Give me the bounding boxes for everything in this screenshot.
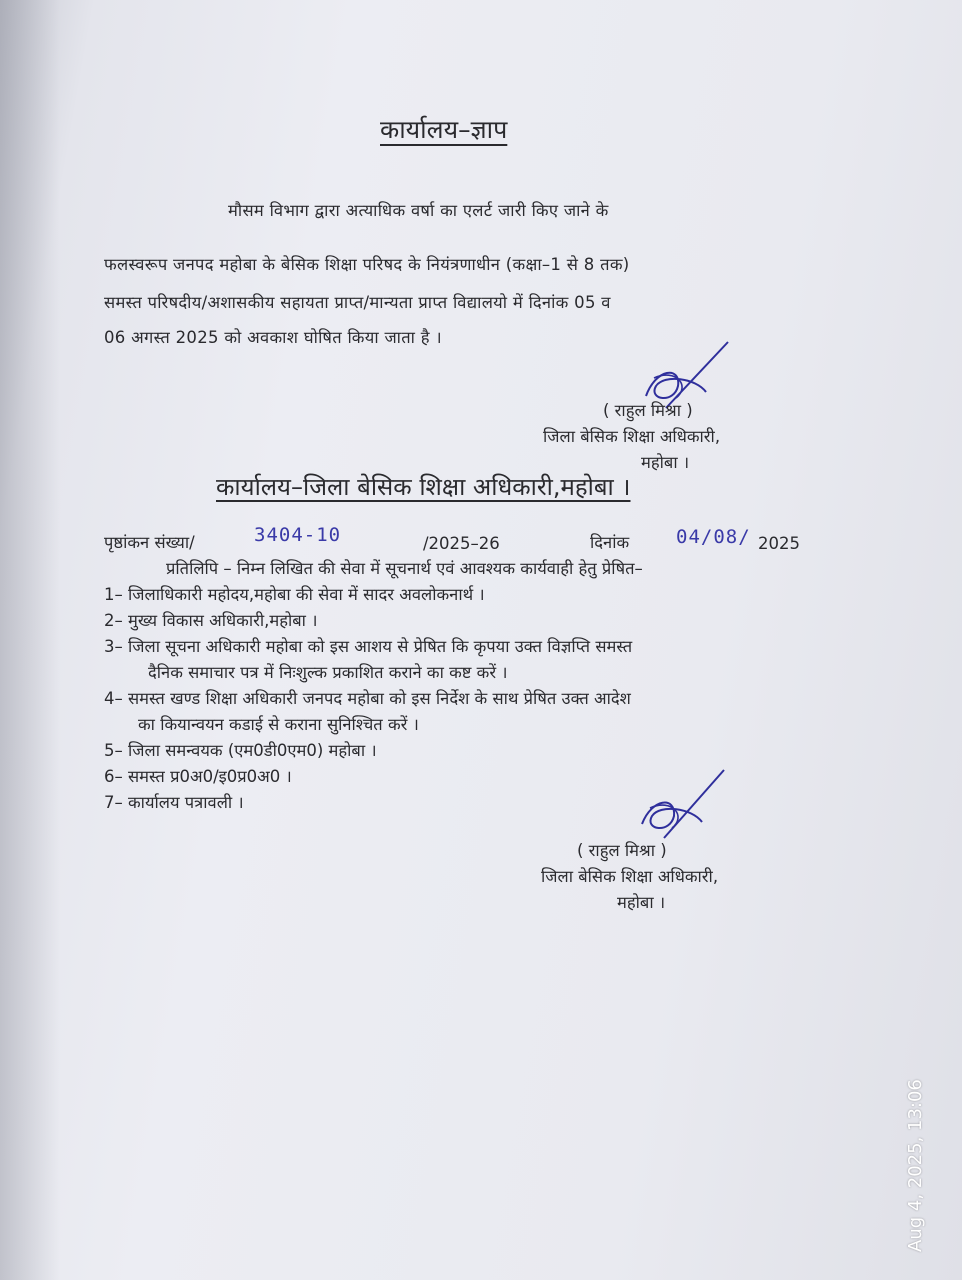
date-year: 2025 [758, 534, 800, 553]
page-shadow [0, 0, 60, 1280]
signature-2 [630, 766, 730, 846]
reference-number-handwritten: 3404-10 [254, 524, 342, 546]
signature-2-place: महोबा । [617, 893, 666, 912]
photo-timestamp: Aug 4, 2025, 13:06 [905, 1079, 926, 1252]
recipient-item: 4– समस्त खण्ड शिक्षा अधिकारी जनपद महोबा को इस निर्देश के साथ प्रेषित उक्त आदेश [104, 689, 631, 708]
memo-title: कार्यालय–ज्ञाप [380, 115, 508, 144]
date-handwritten: 04/08/ [676, 526, 751, 548]
memo-paragraph-line: 06 अगस्त 2025 को अवकाश घोषित किया जाता है । [104, 328, 442, 347]
copy-intro: प्रतिलिपि – निम्न लिखित की सेवा में सूचनार्थ एवं आवश्यक कार्यवाही हेतु प्रेषित– [166, 559, 643, 578]
recipient-item-continued: दैनिक समाचार पत्र में निःशुल्क प्रकाशित कराने का कष्ट करें । [148, 663, 508, 682]
reference-year: /2025–26 [423, 534, 500, 553]
recipient-item: 1– जिलाधिकारी महोदय,महोबा की सेवा में सादर अवलोकनार्थ । [104, 585, 485, 604]
signature-1-place: महोबा । [641, 453, 690, 472]
date-label: दिनांक [590, 533, 630, 552]
recipient-item: 5– जिला समन्वयक (एम0डी0एम0) महोबा । [104, 741, 377, 760]
recipient-item: 3– जिला सूचना अधिकारी महोबा को इस आशय से प्रेषित कि कृपया उक्त विज्ञप्ति समस्त [104, 637, 633, 656]
recipient-item: 2– मुख्य विकास अधिकारी,महोबा । [104, 611, 318, 630]
recipient-item: 6– समस्त प्र0अ0/इ0प्र0अ0 । [104, 767, 292, 786]
signature-1-designation: जिला बेसिक शिक्षा अधिकारी, [543, 427, 721, 446]
reference-label: पृष्ठांकन संख्या/ [104, 533, 195, 552]
signature-2-designation: जिला बेसिक शिक्षा अधिकारी, [541, 867, 719, 886]
recipient-item: 7– कार्यालय पत्रावली । [104, 793, 244, 812]
memo-paragraph-line: मौसम विभाग द्वारा अत्याधिक वर्षा का एलर्ट जारी किए जाने के [228, 201, 609, 220]
memo-paragraph-line: समस्त परिषदीय/अशासकीय सहायता प्राप्त/मान्यता प्राप्त विद्यालयो में दिनांक 05 व [104, 293, 611, 312]
memo-paragraph-line: फलस्वरूप जनपद महोबा के बेसिक शिक्षा परिषद के नियंत्रणाधीन (कक्षा–1 से 8 तक) [104, 255, 630, 274]
signature-1-name: ( राहुल मिश्रा ) [603, 401, 693, 420]
office-heading: कार्यालय–जिला बेसिक शिक्षा अधिकारी,महोबा । [216, 473, 631, 501]
signature-2-name: ( राहुल मिश्रा ) [577, 841, 667, 860]
recipient-item-continued: का कियान्वयन कडाई से कराना सुनिश्चित करें । [138, 715, 419, 734]
